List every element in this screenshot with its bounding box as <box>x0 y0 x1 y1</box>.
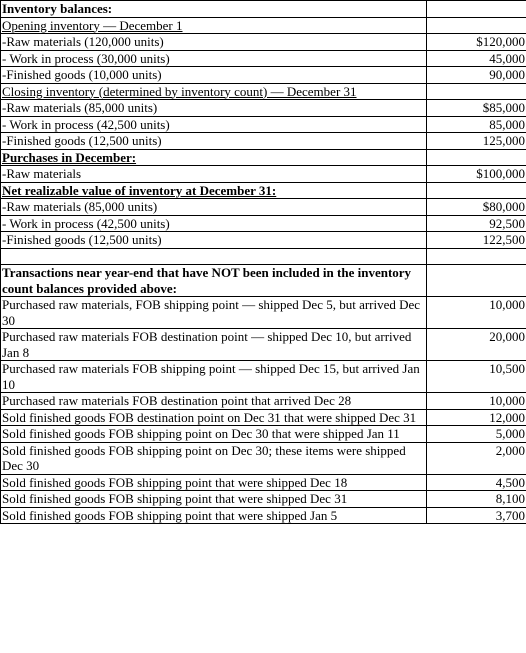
row-value <box>427 1 526 18</box>
row-label: Sold finished goods FOB shipping point on Dec 30; these items were shipped Dec 30 <box>1 442 427 474</box>
row-value: 20,000 <box>427 329 526 361</box>
row-label: Purchased raw materials FOB shipping point — shipped Dec 15, but arrived Jan 10 <box>1 361 427 393</box>
row-value: 92,500 <box>427 215 526 232</box>
table-row <box>1 329 526 361</box>
row-label: Purchased raw materials, FOB shipping point — shipped Dec 5, but arrived Dec 30 <box>1 297 427 329</box>
row-value: 4,500 <box>427 474 526 491</box>
table-row <box>1 297 526 329</box>
table-row <box>1 182 526 199</box>
table-row <box>1 491 526 508</box>
section-heading: Transactions near year-end that have NOT been included in the inventory count balances provided above: <box>1 265 427 297</box>
row-value: 8,100 <box>427 491 526 508</box>
row-value: $85,000 <box>427 100 526 117</box>
row-value: 122,500 <box>427 232 526 249</box>
table-row <box>1 507 526 524</box>
row-label: - Work in process (30,000 units) <box>1 50 427 67</box>
row-value: $100,000 <box>427 166 526 183</box>
row-label: -Raw materials (85,000 units) <box>1 199 427 216</box>
row-value: 85,000 <box>427 116 526 133</box>
table-row <box>1 116 526 133</box>
table-row <box>1 67 526 84</box>
row-value: 2,000 <box>427 442 526 474</box>
row-label: -Finished goods (12,500 units) <box>1 133 427 150</box>
table-row <box>1 265 526 297</box>
row-value: 5,000 <box>427 426 526 443</box>
row-value <box>427 17 526 34</box>
row-label: Sold finished goods FOB shipping point that were shipped Dec 18 <box>1 474 427 491</box>
row-label: Sold finished goods FOB shipping point on Dec 30 that were shipped Jan 11 <box>1 426 427 443</box>
section-heading: Net realizable value of inventory at December 31: <box>1 182 427 199</box>
row-value: $80,000 <box>427 199 526 216</box>
table-row <box>1 17 526 34</box>
inventory-table-body <box>1 1 526 524</box>
section-subheading: Closing inventory (determined by inventory count) — December 31 <box>1 83 427 100</box>
table-row <box>1 232 526 249</box>
table-row <box>1 361 526 393</box>
row-value <box>427 83 526 100</box>
table-row <box>1 393 526 410</box>
table-row <box>1 83 526 100</box>
table-row <box>1 133 526 150</box>
row-label: Purchased raw materials FOB destination point that arrived Dec 28 <box>1 393 427 410</box>
row-label: Sold finished goods FOB destination point on Dec 31 that were shipped Dec 31 <box>1 409 427 426</box>
table-row <box>1 166 526 183</box>
table-row <box>1 199 526 216</box>
row-label: -Finished goods (10,000 units) <box>1 67 427 84</box>
table-row <box>1 442 526 474</box>
section-heading: Inventory balances: <box>1 1 427 18</box>
table-row <box>1 50 526 67</box>
row-value: 10,000 <box>427 297 526 329</box>
table-row <box>1 409 526 426</box>
row-value <box>427 149 526 166</box>
row-label: - Work in process (42,500 units) <box>1 116 427 133</box>
row-label: Purchased raw materials FOB destination point — shipped Dec 10, but arrived Jan 8 <box>1 329 427 361</box>
table-row <box>1 34 526 51</box>
row-label: -Raw materials <box>1 166 427 183</box>
row-value <box>427 182 526 199</box>
table-row <box>1 426 526 443</box>
table-row <box>1 474 526 491</box>
row-label: Sold finished goods FOB shipping point that were shipped Dec 31 <box>1 491 427 508</box>
row-label: - Work in process (42,500 units) <box>1 215 427 232</box>
row-label <box>1 248 427 265</box>
row-value: $120,000 <box>427 34 526 51</box>
row-value: 10,500 <box>427 361 526 393</box>
table-row <box>1 1 526 18</box>
row-value: 3,700 <box>427 507 526 524</box>
blank-row <box>1 248 526 265</box>
row-value: 90,000 <box>427 67 526 84</box>
row-value: 125,000 <box>427 133 526 150</box>
row-value: 10,000 <box>427 393 526 410</box>
row-label: -Raw materials (85,000 units) <box>1 100 427 117</box>
row-label: Sold finished goods FOB shipping point that were shipped Jan 5 <box>1 507 427 524</box>
row-label: -Finished goods (12,500 units) <box>1 232 427 249</box>
row-value: 12,000 <box>427 409 526 426</box>
table-row <box>1 215 526 232</box>
row-value <box>427 265 526 297</box>
row-value <box>427 248 526 265</box>
row-value: 45,000 <box>427 50 526 67</box>
section-subheading: Opening inventory — December 1 <box>1 17 427 34</box>
table-row <box>1 100 526 117</box>
table-row <box>1 149 526 166</box>
row-label: -Raw materials (120,000 units) <box>1 34 427 51</box>
section-heading: Purchases in December: <box>1 149 427 166</box>
